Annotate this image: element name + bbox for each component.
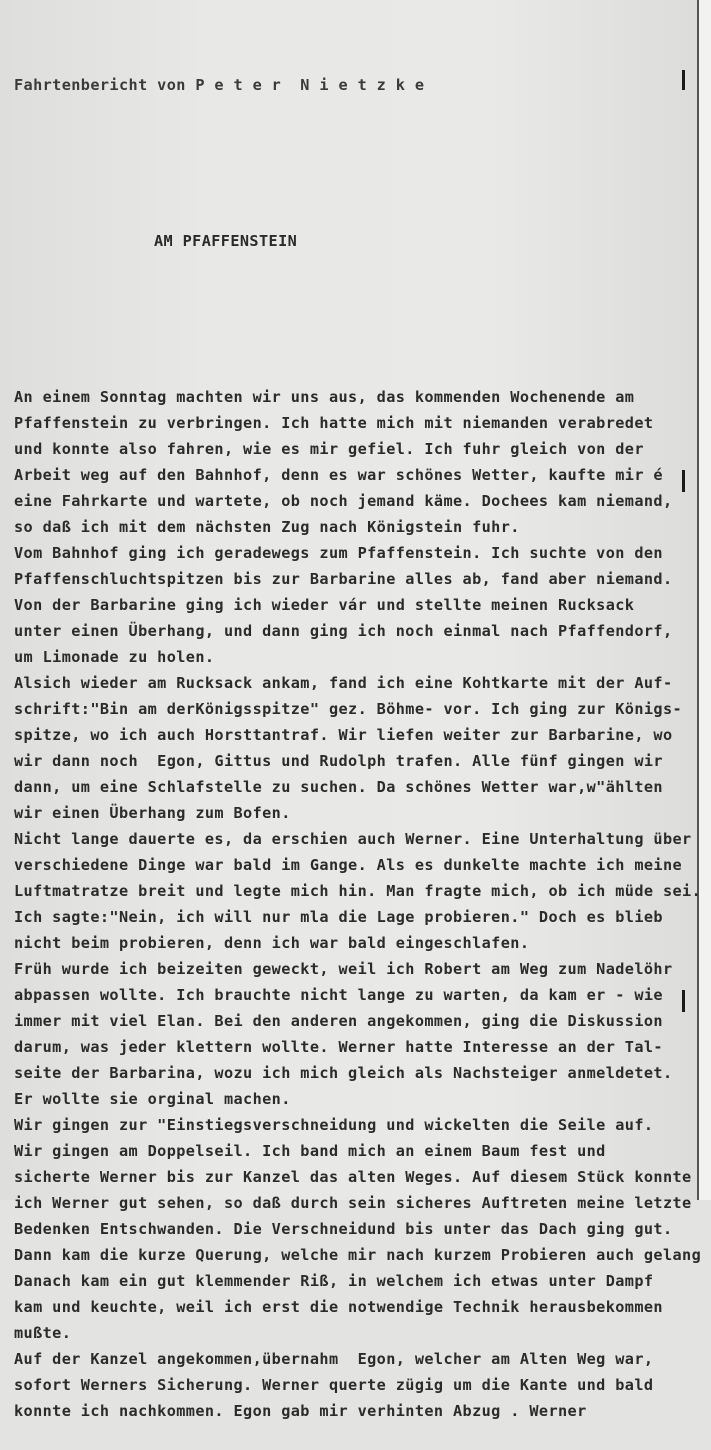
text-line: unter einen Überhang, und dann ging ich noch einmal nach Pfaffendorf, (14, 622, 673, 640)
text-line: mußte. (14, 1324, 72, 1342)
report-header: Fahrtenbericht von P e t e r N i e t z k e (14, 76, 425, 94)
text-line: ich Werner gut sehen, so daß durch sein sicheres Auftreten meine letzte (14, 1194, 692, 1212)
text-line: spitze, wo ich auch Horsttantraf. Wir liefen weiter zur Barbarine, wo (14, 726, 673, 744)
text-line: Wir gingen zur "Einstiegsverschneidung und wickelten die Seile auf. (14, 1116, 654, 1134)
text-line: Alsich wieder am Rucksack ankam, fand ich eine Kohtkarte mit der Auf- (14, 674, 673, 692)
text-line: nicht beim probieren, denn ich war bald eingeschlafen. (14, 934, 530, 952)
text-line: Bedenken Entschwanden. Die Verschneidund bis unter das Dach ging gut. (14, 1220, 673, 1238)
blank-line (14, 150, 709, 176)
text-line: Pfaffenschluchtspitzen bis zur Barbarine alles ab, fand aber niemand. (14, 570, 673, 588)
text-line: kam und keuchte, weil ich erst die notwendige Technik herausbekommen (14, 1298, 663, 1316)
text-line: Pfaffenstein zu verbringen. Ich hatte mich mit niemanden verabredet (14, 414, 654, 432)
text-line: Ich sagte:"Nein, ich will nur mla die Lage probieren." Doch es blieb (14, 908, 663, 926)
text-line: dann, um eine Schlafstelle zu suchen. Da schönes Wetter war,w"ählten (14, 778, 663, 796)
body-lines (14, 384, 709, 1424)
text-line: Danach kam ein gut klemmender Riß, in welchem ich etwas unter Dampf (14, 1272, 654, 1290)
text-line: Dann kam die kurze Querung, welche mir nach kurzem Probieren auch gelang (14, 1246, 702, 1264)
text-line: darum, was jeder klettern wollte. Werner hatte Interesse an der Tal- (14, 1038, 663, 1056)
text-line: so daß ich mit dem nächsten Zug nach Königstein fuhr. (14, 518, 520, 536)
blank-line (14, 306, 709, 332)
document-body (14, 20, 709, 1450)
text-line: abpassen wollte. Ich brauchte nicht lange zu warten, da kam er - wie (14, 986, 663, 1004)
text-line: Auf der Kanzel angekommen,übernahm Egon, welcher am Alten Weg war, (14, 1350, 654, 1368)
text-line: wir einen Überhang zum Bofen. (14, 804, 291, 822)
text-line: seite der Barbarina, wozu ich mich gleich als Nachsteiger anmeldetet. (14, 1064, 673, 1082)
text-line: wir dann noch Egon, Gittus und Rudolph trafen. Alle fünf gingen wir (14, 752, 663, 770)
text-line: Luftmatratze breit und legte mich hin. Man fragte mich, ob ich müde sei. (14, 882, 702, 900)
document-title: AM PFAFFENSTEIN (154, 232, 298, 250)
text-line: und konnte also fahren, wie es mir gefiel. Ich fuhr gleich von der (14, 440, 644, 458)
text-line: Arbeit weg auf den Bahnhof, denn es war schönes Wetter, kaufte mir é (14, 466, 663, 484)
text-line: schrift:"Bin am derKönigsspitze" gez. Böhme- vor. Ich ging zur Königs- (14, 700, 683, 718)
text-line: sofort Werners Sicherung. Werner querte zügig um die Kante und bald (14, 1376, 654, 1394)
text-line: eine Fahrkarte und wartete, ob noch jemand käme. Dochees kam niemand, (14, 492, 673, 510)
text-line: Von der Barbarine ging ich wieder vár und stellte meinen Rucksack (14, 596, 635, 614)
text-line: verschiedene Dinge war bald im Gange. Als es dunkelte machte ich meine (14, 856, 683, 874)
text-line: Früh wurde ich beizeiten geweckt, weil ich Robert am Weg zum Nadelöhr (14, 960, 673, 978)
text-line: immer mit viel Elan. Bei den anderen angekommen, ging die Diskussion (14, 1012, 663, 1030)
text-line: Er wollte sie orginal machen. (14, 1090, 291, 1108)
text-line: konnte ich nachkommen. Egon gab mir verhinten Abzug . Werner (14, 1402, 587, 1420)
text-line: Wir gingen am Doppelseil. Ich band mich an einem Baum fest und (14, 1142, 606, 1160)
text-line: Vom Bahnhof ging ich geradewegs zum Pfaffenstein. Ich suchte von den (14, 544, 663, 562)
text-line: Nicht lange dauerte es, da erschien auch Werner. Eine Unterhaltung über (14, 830, 692, 848)
text-line: um Limonade zu holen. (14, 648, 215, 666)
text-line: sicherte Werner bis zur Kanzel das alten Weges. Auf diesem Stück konnte (14, 1168, 692, 1186)
text-line: An einem Sonntag machten wir uns aus, das kommenden Wochenende am (14, 388, 635, 406)
